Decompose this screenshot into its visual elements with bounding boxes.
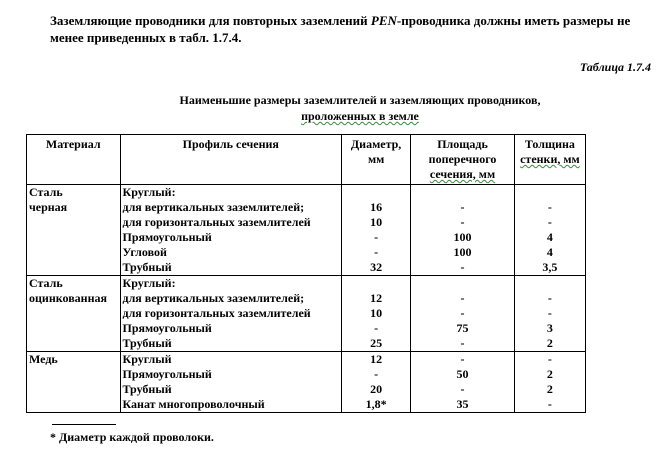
cell-line: 50 <box>456 367 469 381</box>
cell-line: для горизонтальных заземлителей <box>122 215 311 229</box>
cell-line: 35 <box>456 397 469 411</box>
table-number: Таблица 1.7.4 <box>579 60 651 74</box>
cell-line: - <box>460 336 465 350</box>
cell-line <box>344 276 408 291</box>
cell-line: - <box>460 352 465 366</box>
cell-line: Трубный <box>122 382 172 396</box>
cell-line: Сталь <box>29 276 63 290</box>
cell-line: - <box>374 245 379 259</box>
cell-line: 4 <box>546 245 553 259</box>
cell-line: Трубный <box>122 336 172 350</box>
cell-line <box>413 185 512 200</box>
diameter-cell <box>342 352 411 413</box>
profile-cell <box>120 185 342 276</box>
cell-line: Круглый: <box>122 185 176 199</box>
cell-line: 2 <box>546 367 553 381</box>
cell-line <box>413 276 512 291</box>
cell-line: для горизонтальных заземлителей <box>122 306 311 320</box>
cell-line: оцинкованная <box>29 291 107 305</box>
cell-line: 12 <box>370 291 383 305</box>
cell-line: - <box>460 215 465 229</box>
cell-line: Круглый <box>122 352 172 366</box>
cell-line: 10 <box>370 215 383 229</box>
cell-line: 4 <box>546 230 553 244</box>
table-caption: Наименьшие размеры заземлителей и заземляющих проводников, проложенных в земле <box>179 93 541 123</box>
cell-line: 100 <box>453 230 472 244</box>
cell-line <box>344 185 408 200</box>
material-group-row <box>27 185 586 276</box>
cell-line: 100 <box>453 245 472 259</box>
cell-line: 75 <box>456 321 469 335</box>
cell-line: 3 <box>546 321 553 335</box>
cell-line: 1,8* <box>365 397 387 411</box>
cell-line: - <box>547 352 552 366</box>
material-group-row <box>27 276 586 352</box>
cell-line: 2 <box>546 382 553 396</box>
area-cell <box>411 185 515 276</box>
cell-line: черная <box>29 200 68 214</box>
area-cell <box>411 352 515 413</box>
cell-line: для вертикальных заземлителей; <box>122 200 305 214</box>
material-cell <box>27 185 121 276</box>
header-profile: Профиль сечения <box>120 135 342 185</box>
table-header-row <box>27 135 586 185</box>
cell-line: Угловой <box>122 245 167 259</box>
material-group-row <box>27 352 586 413</box>
cell-line: - <box>460 382 465 396</box>
header-diameter: Диаметр, мм <box>342 135 411 185</box>
cell-line: - <box>374 230 379 244</box>
cell-line: 2 <box>546 336 553 350</box>
cell-line: - <box>460 200 465 214</box>
cell-line: - <box>547 291 552 305</box>
pen-term: PEN <box>370 13 397 28</box>
cell-line: 16 <box>370 200 383 214</box>
cell-line: - <box>460 291 465 305</box>
cell-line: 10 <box>370 306 383 320</box>
material-cell <box>27 352 121 413</box>
cell-line: Круглый: <box>122 276 176 290</box>
material-cell <box>27 276 121 352</box>
intro-paragraph: Заземляющие проводники для повторных заземлений PEN-проводника должны иметь размеры не менее приведенных в табл. 1.7.4. <box>50 13 631 45</box>
thickness-cell <box>514 185 585 276</box>
cell-line: - <box>374 321 379 335</box>
cell-line: для вертикальных заземлителей; <box>122 291 305 305</box>
cell-line: - <box>547 397 552 411</box>
cell-line: 12 <box>370 352 383 366</box>
profile-cell <box>120 352 342 413</box>
cell-line: 32 <box>370 260 383 274</box>
footnote: * Диаметр каждой проволоки. <box>50 430 214 444</box>
cell-line: - <box>460 306 465 320</box>
cell-line: Прямоугольный <box>122 230 212 244</box>
profile-cell <box>120 276 342 352</box>
thickness-cell <box>514 352 585 413</box>
cell-line: 3,5 <box>542 260 558 274</box>
area-cell <box>411 276 515 352</box>
cell-line: - <box>547 200 552 214</box>
cell-line: Сталь <box>29 185 63 199</box>
cell-line: Прямоугольный <box>122 321 212 335</box>
cell-line: - <box>460 260 465 274</box>
cell-line: Канат многопроволочный <box>122 397 265 411</box>
cell-line: - <box>547 215 552 229</box>
sizes-table <box>26 134 586 413</box>
cell-line: Трубный <box>122 260 172 274</box>
header-area: Площадь поперечного сечения, мм <box>411 135 515 185</box>
footnote-divider <box>52 424 116 425</box>
thickness-cell <box>514 276 585 352</box>
header-material: Материал <box>27 135 121 185</box>
cell-line: Прямоугольный <box>122 367 212 381</box>
cell-line: Медь <box>29 352 58 366</box>
cell-line: 25 <box>370 336 383 350</box>
diameter-cell <box>342 185 411 276</box>
cell-line <box>517 276 583 291</box>
cell-line: - <box>547 306 552 320</box>
cell-line: 20 <box>370 382 383 396</box>
cell-line <box>517 185 583 200</box>
diameter-cell <box>342 276 411 352</box>
cell-line: - <box>374 367 379 381</box>
header-thickness: Толщина стенки, мм <box>514 135 585 185</box>
